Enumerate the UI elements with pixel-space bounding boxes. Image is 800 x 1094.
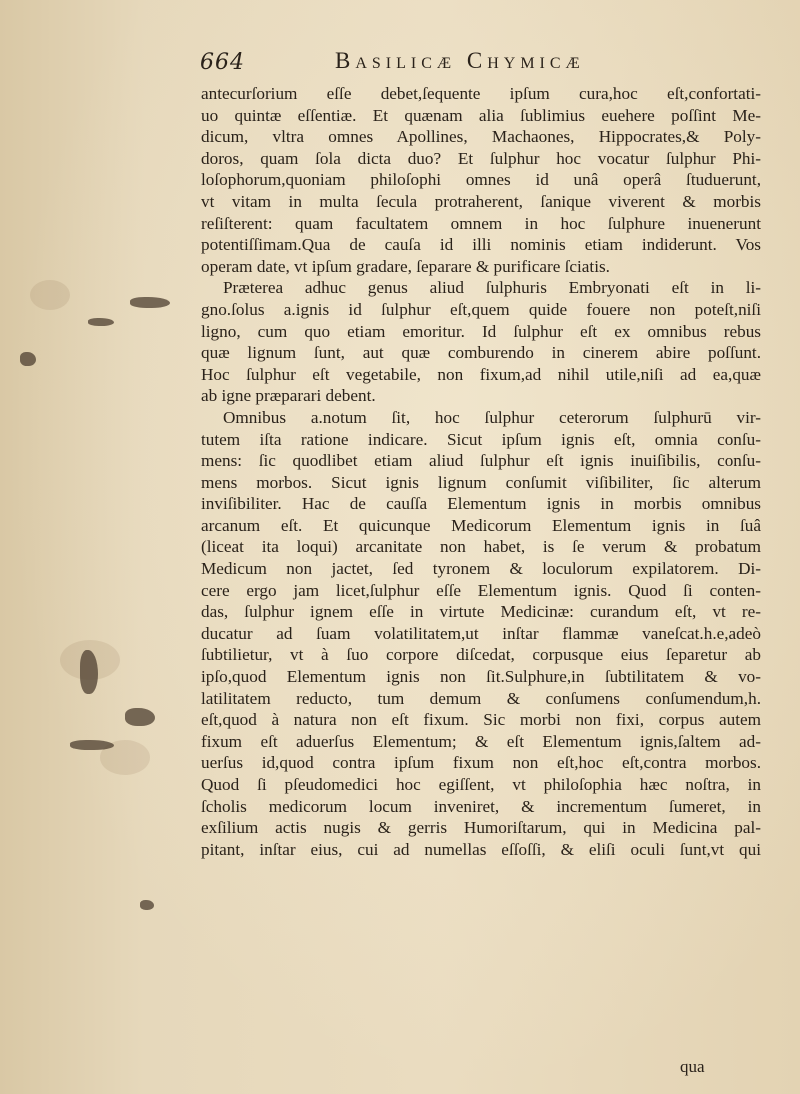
margin-ink-blot bbox=[88, 318, 114, 326]
text-line: inviſibiliter. Hac de cauſſa Elementum ignis in morbis omnibus bbox=[201, 494, 761, 514]
page-header bbox=[200, 48, 760, 80]
text-line: potentiſſimam.Qua de cauſa id illi nominis etiam indiderunt. Vos bbox=[201, 235, 761, 255]
text-line: exſilium actis nugis & gerris Humoriſtarum, qui in Medicina pal- bbox=[201, 818, 761, 838]
text-line: das, ſulphur ignem eſſe in virtute Medicinæ: curandum eſt, vt re- bbox=[201, 602, 761, 622]
text-line: quæ lignum ſunt, aut quæ comburendo in cinerem abire poſſunt. bbox=[201, 343, 761, 363]
text-line: tutem iſta ratione indicare. Sicut ipſum ignis eſt, omnia conſu- bbox=[201, 429, 761, 449]
text-line: ducatur ad ſuam volatilitatem,ut inſtar flammæ vaneſcat.h.e,adeò bbox=[201, 623, 761, 643]
text-line: mens: ſic quodlibet etiam aliud ſulphur eſt ignis inuiſibilis, conſu- bbox=[201, 451, 761, 471]
text-line: antecurſorium eſſe debet,ſequente ipſum cura,hoc eſt,confortati- bbox=[201, 84, 761, 103]
text-line: uerſus id,quod contra ipſum fixum non eſt,hoc eſt,contra morbos. bbox=[201, 753, 761, 773]
text-line: ligno, cum quo etiam emoritur. Id ſulphur eſt ex omnibus rebus bbox=[201, 321, 761, 341]
text-line: latilitatem reducto, tum demum & conſumens conſumendum,h. bbox=[201, 688, 761, 708]
text-line: ipſo,quod Elementum ignis non ſit.Sulphure,in ſubtilitatem & vo- bbox=[201, 667, 761, 687]
text-line: Præterea adhuc genus aliud ſulphuris Embryonati eſt in li- bbox=[223, 278, 761, 298]
margin-ink-blot bbox=[125, 708, 155, 726]
text-line: reſiſterent: quam facultatem omnem in hoc ſulphure inuenerunt bbox=[201, 213, 761, 233]
text-line: doros, quam ſola dicta duo? Et ſulphur hoc vocatur ſulphur Phi- bbox=[201, 148, 761, 168]
text-line: uo quintæ eſſentiæ. Et quænam alia ſublimius euehere poſſint Me- bbox=[201, 105, 761, 125]
text-line: arcanum eſt. Et quicunque Medicorum Elementum ignis in ſuâ bbox=[201, 515, 761, 535]
running-head: Basilicæ Chymicæ bbox=[335, 48, 585, 73]
text-line: mens morbos. Sicut ignis lignum conſumit viſibiliter, ſic alterum bbox=[201, 472, 761, 492]
text-line: Hoc ſulphur eſt vegetabile, non fixum,ad nihil utile,niſi ad ea,quæ bbox=[201, 364, 761, 384]
text-line: operam date, vt ipſum gradare, ſeparare & purificare ſciatis. bbox=[201, 256, 610, 276]
margin-ink-blot bbox=[70, 740, 114, 750]
text-line: ſcholis medicorum locum inveniret, & incrementum ſumeret, in bbox=[201, 796, 761, 816]
text-line: cere ergo jam licet,ſulphur eſſe Elementum ignis. Quod ſi conten- bbox=[201, 580, 761, 600]
text-line: vt vitam in multa ſecula protraherent, ſanique viverent & morbis bbox=[201, 191, 761, 211]
text-line: pitant, inſtar eius, cui ad numellas eſſoſſi, & eliſi oculi ſunt,vt qui bbox=[201, 839, 761, 859]
margin-ink-blot bbox=[130, 297, 170, 308]
foxing-stain bbox=[30, 280, 70, 310]
page-number: 664 bbox=[200, 50, 245, 75]
margin-ink-blot bbox=[20, 352, 36, 366]
text-line: Omnibus a.notum ſit, hoc ſulphur ceterorum ſulphurū vir- bbox=[223, 407, 761, 427]
body-text bbox=[201, 83, 761, 860]
catchword: qua bbox=[680, 1057, 705, 1076]
text-line: Quod ſi pſeudomedici hoc egiſſent, vt philoſophia hæc noſtra, in bbox=[201, 775, 761, 794]
text-line: fixum eſt aduerſus Elementum; & eſt Elementum ignis,ſaltem ad- bbox=[201, 731, 761, 751]
text-line: gno.ſolus a.ignis id ſulphur eſt,quem quide fouere non poteſt,niſi bbox=[201, 299, 761, 319]
text-line: loſophorum,quoniam philoſophi omnes id unâ operâ ſtuduerunt, bbox=[201, 170, 761, 190]
text-line: dicum, vltra omnes Apollines, Machaones, Hippocrates,& Poly- bbox=[201, 127, 761, 147]
margin-ink-blot bbox=[140, 900, 154, 910]
text-line: eſt,quod à natura non eſt fixum. Sic morbi non fixi, corpus autem bbox=[201, 710, 761, 730]
text-line: (liceat ita loqui) arcanitate non habet, is ſe verum & probatum bbox=[201, 537, 761, 557]
margin-ink-blot bbox=[80, 650, 98, 694]
text-line: Medicum non jactet, ſed tyronem & loculorum expilatorem. Di- bbox=[201, 559, 761, 579]
text-line: ab igne præparari debent. bbox=[201, 386, 376, 406]
text-line: ſubtilietur, vt à ſuo corpore diſcedat, corpusque eius ſeparetur ab bbox=[201, 645, 761, 665]
